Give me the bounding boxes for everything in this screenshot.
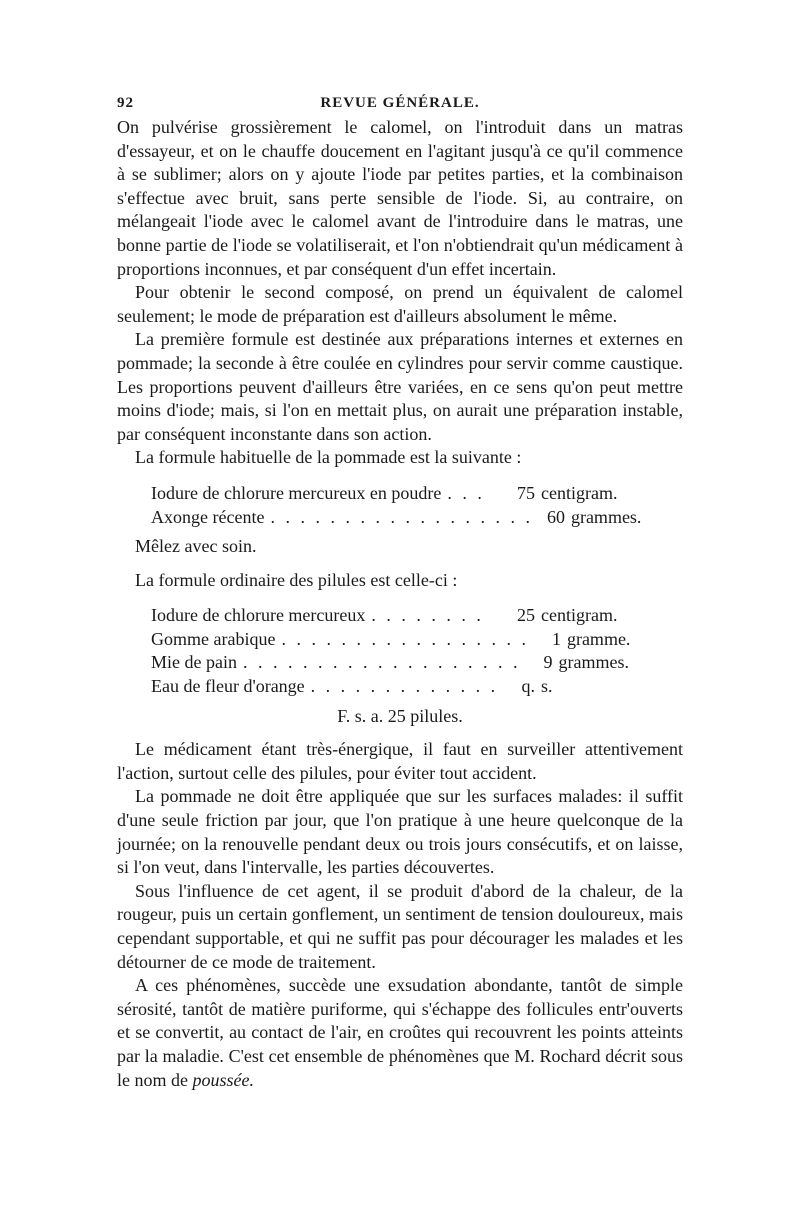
ingredient-unit: centigram. [541, 482, 618, 503]
formula-row [151, 604, 651, 628]
book-page [117, 86, 683, 1092]
running-head: REVUE GÉNÉRALE. [320, 95, 480, 111]
ingredient-unit: s. [541, 676, 553, 697]
ingredient-unit: centigram. [541, 605, 618, 626]
paragraph-caution: Le médicament étant très-énergique, il faut en surveiller attentivement l'action, surtout celle des pilules, pour éviter tout accident. [117, 739, 683, 783]
dot-leaders: . . . . . . . . . . . . . [310, 676, 499, 697]
ingredient-quantity: 75 [517, 482, 535, 503]
page-header [117, 86, 683, 116]
paragraph-pilules-intro: La formule ordinaire des pilules est celle-ci : [135, 569, 458, 590]
paragraph-second-compound: Pour obtenir le second composé, on prend un équivalent de calomel seulement; le mode de préparation est d'ailleurs absolument le même. [117, 282, 683, 326]
dot-leaders: . . . . . . . . [371, 605, 484, 626]
paragraph-influence: Sous l'influence de cet agent, il se produit d'abord de la chaleur, de la rougeur, puis un certain gonflement, un sentiment de tension douloureux, mais cependant supportable, et qui ne suffit pas pour décourager les malades et les détourner de ce mode de traitement. [117, 880, 683, 972]
paragraph-phenomena [117, 974, 683, 1092]
ingredient-quantity: 9 [543, 652, 553, 673]
dot-leaders: . . . . . . . . . . . . . . . . . [281, 628, 529, 649]
dot-leaders: . . . . . . . . . . . . . . . . . . . [242, 652, 521, 673]
ingredient-name: Axonge récente [151, 506, 265, 527]
term-poussee: poussée. [192, 1069, 254, 1090]
formula-row [151, 628, 651, 652]
dot-leaders: . . . . . . . . . . . . . . . . . . [270, 506, 533, 527]
pommade-formula [151, 482, 651, 529]
ingredient-name: Gomme arabique [151, 628, 276, 649]
pilules-formula [151, 604, 651, 698]
ingredient-unit: grammes. [570, 506, 642, 527]
formula-row [151, 506, 651, 530]
paragraph-calomel-preparation: On pulvérise grossièrement le calomel, on l'introduit dans un matras d'essayeur, et on le chauffe doucement en l'agitant jusqu'à ce qu'il commence à se sublimer; alors on y ajoute l'iode par petites parties, et la combinaison s'effectue avec bruit, sans perte sensible de l'iode. Si, au contraire, on mélangeait l'iode avec le calomel avant de l'introduire dans le matras, une bonne partie de l'iode se volatiliserait, et l'on n'obtiendrait qu'un médicament à proportions inconnues, et par conséquent d'un effet incertain. [117, 117, 683, 279]
ingredient-quantity: 60 [546, 506, 565, 527]
ingredient-unit: grammes. [558, 652, 629, 673]
paragraph-formula-uses: La première formule est destinée aux préparations internes et externes en pommade; la seconde à être coulée en cylindres pour servir comme caustique. Les proportions peuvent d'ailleurs être variées, en ce sens qu'on peut mettre moins d'iode; mais, si l'on en mettait plus, on aurait une préparation instable, par conséquent inconstante dans son action. [117, 329, 683, 444]
paragraph-phenomena-text: A ces phénomènes, succède une exsudation abondante, tantôt de simple sérosité, tantôt de matière puriforme, qui s'échappe des follicules entr'ouverts et se convertit, au contact de l'air, en croûtes qui recouvrent les points atteints par la maladie. C'est cet ensemble de phénomènes que M. Rochard décrit sous le nom de [117, 975, 683, 1090]
ingredient-name: Iodure de chlorure mercureux en poudre [151, 482, 442, 503]
ingredient-unit: gramme. [566, 628, 631, 649]
paragraph-mix-instruction: Mêlez avec soin. [135, 536, 257, 557]
page-number: 92 [117, 95, 134, 111]
ingredient-name: Eau de fleur d'orange [151, 676, 305, 697]
dot-leaders: . . . [447, 482, 485, 503]
formula-row [151, 482, 651, 506]
paragraph-pommade-intro: La formule habituelle de la pommade est la suivante : [135, 447, 522, 468]
ingredient-quantity: 1 [551, 628, 561, 649]
formula-row [151, 675, 651, 699]
ingredient-quantity: 25 [517, 605, 535, 626]
pilules-note: F. s. a. 25 pilules. [337, 705, 463, 726]
paragraph-application: La pommade ne doit être appliquée que sur les surfaces malades: il suffit d'une seule friction par jour, que l'on pratique à une heure quelconque de la journée; on la renouvelle pendant deux ou trois jours consécutifs, et on laisse, si l'on veut, dans l'intervalle, les parties découvertes. [117, 786, 683, 878]
ingredient-name: Iodure de chlorure mercureux [151, 605, 366, 626]
ingredient-quantity: q. [521, 676, 535, 697]
formula-row [151, 651, 651, 675]
ingredient-name: Mie de pain [151, 652, 237, 673]
